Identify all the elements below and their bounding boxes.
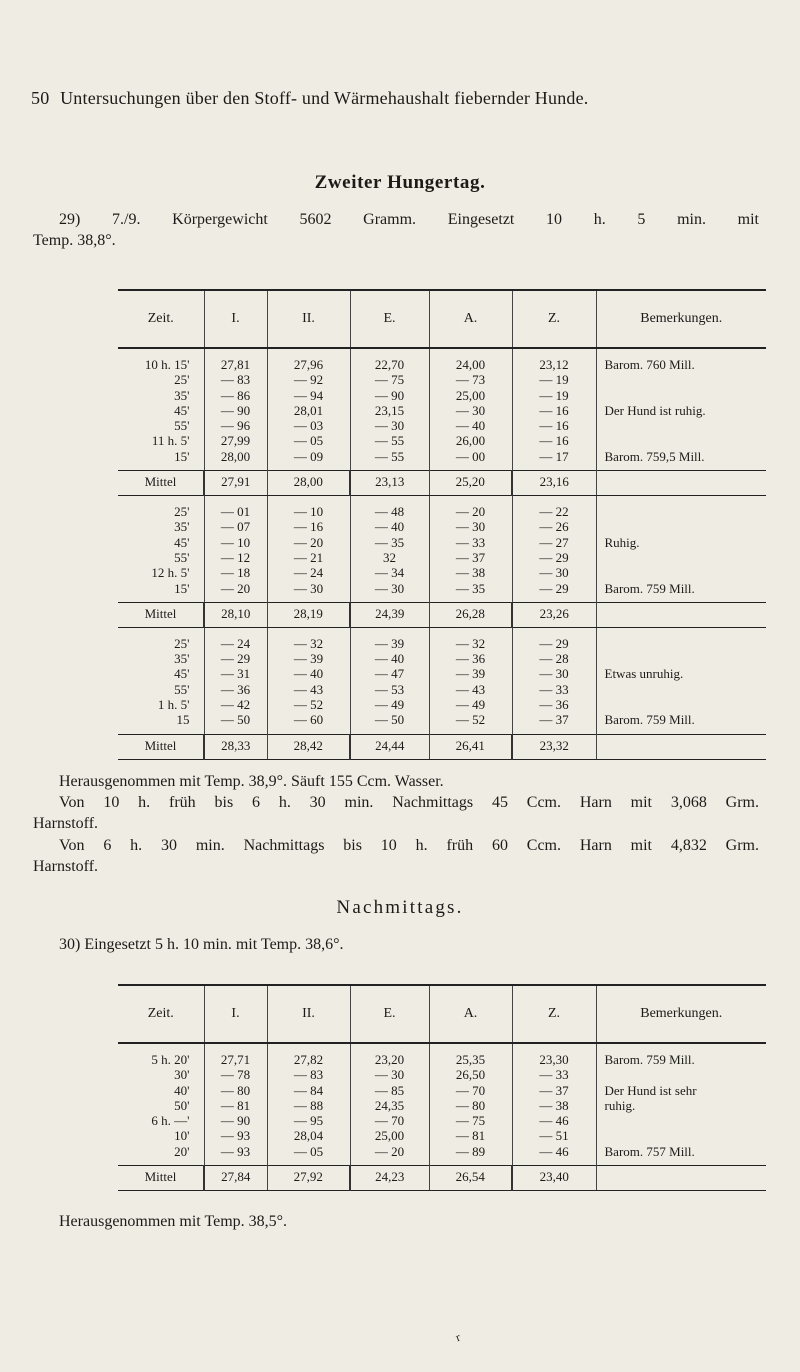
remark-line bbox=[605, 1067, 767, 1082]
value-cell: — 33 bbox=[539, 1067, 569, 1083]
mittel-label: Mittel bbox=[118, 734, 204, 759]
col-ii bbox=[267, 1043, 350, 1166]
value-cell: — 42 bbox=[220, 697, 251, 713]
value-cell: — 37 bbox=[455, 549, 486, 565]
value-cell: 26,00 bbox=[455, 433, 486, 449]
value-cell: 23,15 bbox=[374, 402, 405, 418]
value-cell: — 86 bbox=[220, 387, 251, 403]
value-cell: — 78 bbox=[220, 1067, 251, 1083]
value-cell: — 29 bbox=[539, 549, 569, 565]
value-cell: — 92 bbox=[293, 372, 324, 388]
value-cell: — 19 bbox=[539, 372, 569, 388]
value-cell: — 47 bbox=[374, 666, 405, 682]
value-cell: — 30 bbox=[374, 418, 405, 434]
remark-line: ruhig. bbox=[604, 1097, 636, 1113]
time-cell: 6 h. —' bbox=[151, 1113, 190, 1129]
remark-line bbox=[605, 636, 767, 651]
time-cell: 35' bbox=[174, 651, 190, 667]
value-cell: — 10 bbox=[293, 504, 324, 520]
remark-line: Barom. 759,5 Mill. bbox=[604, 448, 705, 464]
table-row bbox=[118, 348, 766, 471]
removal-note-30: Herausgenommen mit Temp. 38,5°. bbox=[59, 1213, 288, 1230]
value-cell: — 55 bbox=[374, 448, 405, 464]
value-cell: — 39 bbox=[374, 635, 405, 651]
value-cell: — 49 bbox=[374, 697, 405, 713]
value-cell: — 88 bbox=[293, 1097, 324, 1113]
remarks-cell bbox=[596, 348, 766, 471]
table-header-row bbox=[118, 985, 766, 1043]
value-cell: — 12 bbox=[220, 549, 251, 565]
value-cell: 25,00 bbox=[455, 387, 486, 403]
value-cell: — 07 bbox=[220, 519, 251, 535]
col-z bbox=[512, 348, 596, 471]
value-cell: — 46 bbox=[539, 1143, 569, 1159]
time-cell: 10 h. 15' bbox=[144, 357, 190, 372]
col-ii bbox=[267, 627, 350, 734]
value-cell: — 10 bbox=[220, 534, 251, 550]
value-cell: — 46 bbox=[539, 1113, 569, 1129]
value-cell: — 36 bbox=[220, 681, 251, 697]
remark-line bbox=[605, 651, 767, 666]
value-cell: — 36 bbox=[539, 697, 569, 713]
time-cell: 12 h. 5' bbox=[151, 565, 190, 581]
value-cell: — 20 bbox=[220, 580, 251, 596]
urine-note-1: Von 10 h. früh bis 6 h. 30 min. Nachmittags 45 Ccm. Harn mit 3,068 Grm. bbox=[59, 794, 759, 811]
col-z bbox=[512, 627, 596, 734]
value-cell: — 22 bbox=[539, 504, 569, 520]
remark-line bbox=[605, 388, 767, 403]
page-number: 50 bbox=[31, 88, 50, 108]
col-i bbox=[204, 496, 267, 603]
mittel-value: 28,10 bbox=[204, 602, 267, 627]
time-cell: 40' bbox=[174, 1082, 190, 1098]
time-cell: 5 h. 20' bbox=[151, 1052, 190, 1067]
col-zeit bbox=[118, 1043, 204, 1166]
running-header bbox=[31, 88, 588, 109]
value-cell: — 29 bbox=[220, 651, 251, 667]
mittel-value: 27,84 bbox=[204, 1166, 267, 1191]
value-cell: — 01 bbox=[220, 504, 251, 520]
remark-line bbox=[605, 697, 767, 712]
remark-line bbox=[605, 565, 767, 580]
remark-line bbox=[605, 550, 767, 565]
remark-line bbox=[605, 1128, 767, 1143]
column-header: I. bbox=[204, 290, 267, 348]
value-cell: 23,20 bbox=[374, 1052, 405, 1067]
experiment-30-intro: 30) Eingesetzt 5 h. 10 min. mit Temp. 38,6°. bbox=[59, 936, 344, 953]
mittel-row bbox=[118, 734, 766, 759]
mittel-value: 23,13 bbox=[350, 471, 429, 496]
value-cell: 24,00 bbox=[455, 357, 486, 372]
value-cell: 28,00 bbox=[220, 448, 251, 464]
remark-line bbox=[605, 504, 767, 519]
remarks-cell bbox=[596, 627, 766, 734]
value-cell: — 28 bbox=[539, 651, 569, 667]
mittel-value: 28,19 bbox=[267, 602, 350, 627]
running-title: Untersuchungen über den Stoff- und Wärmehaushalt fiebernder Hunde. bbox=[60, 88, 589, 108]
value-cell: — 29 bbox=[539, 580, 569, 596]
table-row bbox=[118, 627, 766, 734]
value-cell: — 33 bbox=[455, 534, 486, 550]
time-cell: 11 h. 5' bbox=[151, 433, 190, 449]
value-cell: — 52 bbox=[293, 697, 324, 713]
value-cell: — 81 bbox=[455, 1128, 486, 1144]
time-cell: 55' bbox=[174, 418, 190, 434]
value-cell: — 37 bbox=[539, 712, 569, 728]
col-a bbox=[429, 627, 512, 734]
value-cell: — 75 bbox=[455, 1113, 486, 1129]
table-header-row bbox=[118, 290, 766, 348]
section-title-zweiter-hungertag: Zweiter Hungertag. bbox=[314, 172, 486, 193]
time-cell: 30' bbox=[174, 1067, 190, 1083]
col-zeit bbox=[118, 627, 204, 734]
value-cell: — 26 bbox=[539, 519, 569, 535]
mittel-value: 23,32 bbox=[512, 734, 596, 759]
value-cell: — 21 bbox=[293, 549, 324, 565]
col-i bbox=[204, 1043, 267, 1166]
value-cell: — 95 bbox=[293, 1113, 324, 1129]
remark-line: Der Hund ist ruhig. bbox=[604, 402, 706, 418]
value-cell: — 36 bbox=[455, 651, 486, 667]
mittel-value: 23,26 bbox=[512, 602, 596, 627]
value-cell: 25,35 bbox=[455, 1052, 486, 1067]
table-row bbox=[118, 496, 766, 603]
value-cell: — 52 bbox=[455, 712, 486, 728]
value-cell: — 80 bbox=[455, 1097, 486, 1113]
value-cell: — 90 bbox=[220, 1113, 251, 1129]
value-cell: 25,00 bbox=[374, 1128, 405, 1144]
value-cell: — 93 bbox=[220, 1143, 251, 1159]
value-cell: — 40 bbox=[374, 651, 405, 667]
time-cell: 45' bbox=[174, 666, 190, 682]
experiment-29-intro-cont: Temp. 38,8°. bbox=[33, 232, 116, 249]
value-cell: — 60 bbox=[293, 712, 324, 728]
remark-line: Barom. 760 Mill. bbox=[604, 357, 695, 372]
mittel-row bbox=[118, 471, 766, 496]
value-cell: — 20 bbox=[374, 1143, 405, 1159]
mittel-value: 28,42 bbox=[267, 734, 350, 759]
col-a bbox=[429, 496, 512, 603]
value-cell: — 84 bbox=[293, 1082, 324, 1098]
time-cell: 35' bbox=[174, 387, 190, 403]
col-e bbox=[350, 496, 429, 603]
value-cell: — 18 bbox=[220, 565, 251, 581]
table-row bbox=[118, 1043, 766, 1166]
value-cell: — 24 bbox=[293, 565, 324, 581]
mittel-value: 28,33 bbox=[204, 734, 267, 759]
value-cell: — 05 bbox=[293, 433, 324, 449]
value-cell: — 89 bbox=[455, 1143, 486, 1159]
value-cell: 28,01 bbox=[293, 402, 324, 418]
value-cell: 27,71 bbox=[220, 1052, 251, 1067]
column-header: II. bbox=[267, 985, 350, 1043]
mittel-value: 27,92 bbox=[267, 1166, 350, 1191]
measurement-table-30 bbox=[118, 984, 766, 1191]
time-cell: 1 h. 5' bbox=[157, 697, 190, 713]
col-e bbox=[350, 1043, 429, 1166]
value-cell: — 93 bbox=[220, 1128, 251, 1144]
col-i bbox=[204, 348, 267, 471]
value-cell: — 03 bbox=[293, 418, 324, 434]
mittel-value: 26,54 bbox=[429, 1166, 512, 1191]
value-cell: — 30 bbox=[374, 1067, 405, 1083]
col-zeit bbox=[118, 496, 204, 603]
mittel-value: 24,39 bbox=[350, 602, 429, 627]
time-cell: 45' bbox=[174, 534, 190, 550]
time-cell: 15' bbox=[174, 580, 190, 596]
col-e bbox=[350, 348, 429, 471]
value-cell: — 34 bbox=[374, 565, 405, 581]
time-cell: 25' bbox=[174, 635, 190, 651]
col-ii bbox=[267, 348, 350, 471]
experiment-29-intro: 29) 7./9. Körpergewicht 5602 Gramm. Eingesetzt 10 h. 5 min. mit bbox=[59, 211, 759, 228]
remark-line: Etwas unruhig. bbox=[604, 666, 684, 682]
value-cell: — 32 bbox=[293, 635, 324, 651]
value-cell: — 37 bbox=[539, 1082, 569, 1098]
value-cell: — 40 bbox=[374, 519, 405, 535]
column-header: Z. bbox=[512, 290, 596, 348]
col-a bbox=[429, 348, 512, 471]
value-cell: — 73 bbox=[455, 372, 486, 388]
time-cell: 10' bbox=[174, 1128, 190, 1144]
urine-note-2: Von 6 h. 30 min. Nachmittags bis 10 h. früh 60 Ccm. Harn mit 4,832 Grm. bbox=[59, 837, 759, 854]
value-cell: — 20 bbox=[455, 504, 486, 520]
remark-line: Barom. 759 Mill. bbox=[604, 1052, 695, 1067]
value-cell: — 96 bbox=[220, 418, 251, 434]
value-cell: — 49 bbox=[455, 697, 486, 713]
value-cell: — 94 bbox=[293, 387, 324, 403]
remark-line: Barom. 757 Mill. bbox=[604, 1143, 695, 1159]
col-i bbox=[204, 627, 267, 734]
value-cell: 32 bbox=[383, 549, 396, 565]
mittel-value: 24,23 bbox=[350, 1166, 429, 1191]
urine-note-1-cont: Harnstoff. bbox=[33, 815, 99, 832]
column-header: II. bbox=[267, 290, 350, 348]
time-cell: 35' bbox=[174, 519, 190, 535]
col-z bbox=[512, 1043, 596, 1166]
time-cell: 50' bbox=[174, 1097, 190, 1113]
removal-note-29: Herausgenommen mit Temp. 38,9°. Säuft 155 Ccm. Wasser. bbox=[59, 773, 444, 790]
remark-line bbox=[605, 519, 767, 534]
remarks-cell bbox=[596, 1043, 766, 1166]
mittel-row bbox=[118, 602, 766, 627]
column-header: E. bbox=[350, 290, 429, 348]
value-cell: — 39 bbox=[455, 666, 486, 682]
mittel-value: 25,20 bbox=[429, 471, 512, 496]
column-header: Bemerkungen. bbox=[596, 985, 766, 1043]
value-cell: 27,82 bbox=[293, 1052, 324, 1067]
col-z bbox=[512, 496, 596, 603]
value-cell: — 16 bbox=[539, 402, 569, 418]
mittel-value: 23,16 bbox=[512, 471, 596, 496]
value-cell: — 16 bbox=[293, 519, 324, 535]
value-cell: — 30 bbox=[374, 580, 405, 596]
remark-line bbox=[605, 433, 767, 448]
measurement-table-29 bbox=[118, 289, 766, 760]
urine-note-2-cont: Harnstoff. bbox=[33, 858, 99, 875]
value-cell: 24,35 bbox=[374, 1097, 405, 1113]
mittel-label: Mittel bbox=[118, 1166, 204, 1191]
column-header: Bemerkungen. bbox=[596, 290, 766, 348]
col-e bbox=[350, 627, 429, 734]
mittel-value: 23,40 bbox=[512, 1166, 596, 1191]
value-cell: — 19 bbox=[539, 387, 569, 403]
value-cell: — 90 bbox=[220, 402, 251, 418]
value-cell: — 70 bbox=[374, 1113, 405, 1129]
time-cell: 25' bbox=[174, 504, 190, 520]
column-header: E. bbox=[350, 985, 429, 1043]
value-cell: — 38 bbox=[539, 1097, 569, 1113]
column-header: I. bbox=[204, 985, 267, 1043]
value-cell: — 20 bbox=[293, 534, 324, 550]
remark-line bbox=[605, 1113, 767, 1128]
value-cell: 27,99 bbox=[220, 433, 251, 449]
mittel-remark-cell bbox=[596, 602, 766, 627]
remark-line: Ruhig. bbox=[604, 534, 640, 550]
value-cell: — 35 bbox=[455, 580, 486, 596]
col-a bbox=[429, 1043, 512, 1166]
value-cell: — 27 bbox=[539, 534, 569, 550]
value-cell: — 00 bbox=[455, 448, 486, 464]
column-header: Zeit. bbox=[147, 1006, 174, 1021]
value-cell: — 33 bbox=[539, 681, 569, 697]
value-cell: — 83 bbox=[220, 372, 251, 388]
time-cell: 55' bbox=[174, 681, 190, 697]
value-cell: 22,70 bbox=[374, 357, 405, 372]
value-cell: — 30 bbox=[293, 580, 324, 596]
value-cell: — 30 bbox=[539, 666, 569, 682]
column-header: A. bbox=[429, 985, 512, 1043]
value-cell: — 16 bbox=[539, 433, 569, 449]
time-cell: 45' bbox=[174, 402, 190, 418]
mittel-value: 24,44 bbox=[350, 734, 429, 759]
value-cell: — 05 bbox=[293, 1143, 324, 1159]
value-cell: 27,96 bbox=[293, 357, 324, 372]
time-cell: 15 bbox=[176, 712, 190, 728]
remark-line: Barom. 759 Mill. bbox=[604, 712, 695, 728]
printer-mark: r bbox=[453, 1329, 463, 1345]
value-cell: — 53 bbox=[374, 681, 405, 697]
value-cell: — 50 bbox=[220, 712, 251, 728]
value-cell: — 80 bbox=[220, 1082, 251, 1098]
value-cell: — 75 bbox=[374, 372, 405, 388]
column-header: A. bbox=[429, 290, 512, 348]
value-cell: — 83 bbox=[293, 1067, 324, 1083]
value-cell: — 29 bbox=[539, 635, 569, 651]
value-cell: — 40 bbox=[455, 418, 486, 434]
col-zeit bbox=[118, 348, 204, 471]
value-cell: — 30 bbox=[539, 565, 569, 581]
mittel-label: Mittel bbox=[118, 471, 204, 496]
value-cell: — 43 bbox=[293, 681, 324, 697]
section-title-nachmittags: Nachmittags. bbox=[336, 897, 464, 918]
column-header: Zeit. bbox=[147, 311, 174, 326]
value-cell: — 39 bbox=[293, 651, 324, 667]
value-cell: — 17 bbox=[539, 448, 569, 464]
value-cell: 23,30 bbox=[539, 1052, 569, 1067]
time-cell: 15' bbox=[174, 448, 190, 464]
value-cell: — 70 bbox=[455, 1082, 486, 1098]
value-cell: 26,50 bbox=[455, 1067, 486, 1083]
mittel-value: 26,41 bbox=[429, 734, 512, 759]
col-ii bbox=[267, 496, 350, 603]
value-cell: — 51 bbox=[539, 1128, 569, 1144]
value-cell: — 40 bbox=[293, 666, 324, 682]
value-cell: — 24 bbox=[220, 635, 251, 651]
value-cell: — 30 bbox=[455, 402, 486, 418]
remark-line: Der Hund ist sehr bbox=[604, 1082, 697, 1098]
remark-line bbox=[605, 418, 767, 433]
value-cell: — 31 bbox=[220, 666, 251, 682]
value-cell: 23,12 bbox=[539, 357, 569, 372]
value-cell: — 16 bbox=[539, 418, 569, 434]
mittel-value: 26,28 bbox=[429, 602, 512, 627]
mittel-label: Mittel bbox=[118, 602, 204, 627]
value-cell: — 90 bbox=[374, 387, 405, 403]
value-cell: — 55 bbox=[374, 433, 405, 449]
value-cell: — 43 bbox=[455, 681, 486, 697]
value-cell: — 09 bbox=[293, 448, 324, 464]
mittel-value: 27,91 bbox=[204, 471, 267, 496]
mittel-remark-cell bbox=[596, 471, 766, 496]
remarks-cell bbox=[596, 496, 766, 603]
remark-line: Barom. 759 Mill. bbox=[604, 580, 695, 596]
mittel-remark-cell bbox=[596, 734, 766, 759]
mittel-remark-cell bbox=[596, 1166, 766, 1191]
value-cell: — 32 bbox=[455, 635, 486, 651]
remark-line bbox=[605, 372, 767, 387]
value-cell: — 50 bbox=[374, 712, 405, 728]
value-cell: 27,81 bbox=[220, 357, 251, 372]
time-cell: 55' bbox=[174, 549, 190, 565]
value-cell: — 35 bbox=[374, 534, 405, 550]
value-cell: — 85 bbox=[374, 1082, 405, 1098]
value-cell: 28,04 bbox=[293, 1128, 324, 1144]
column-header: Z. bbox=[512, 985, 596, 1043]
time-cell: 25' bbox=[174, 372, 190, 388]
remark-line bbox=[605, 682, 767, 697]
value-cell: — 48 bbox=[374, 504, 405, 520]
value-cell: — 81 bbox=[220, 1097, 251, 1113]
value-cell: — 30 bbox=[455, 519, 486, 535]
time-cell: 20' bbox=[174, 1143, 190, 1159]
mittel-row bbox=[118, 1166, 766, 1191]
value-cell: — 38 bbox=[455, 565, 486, 581]
mittel-value: 28,00 bbox=[267, 471, 350, 496]
